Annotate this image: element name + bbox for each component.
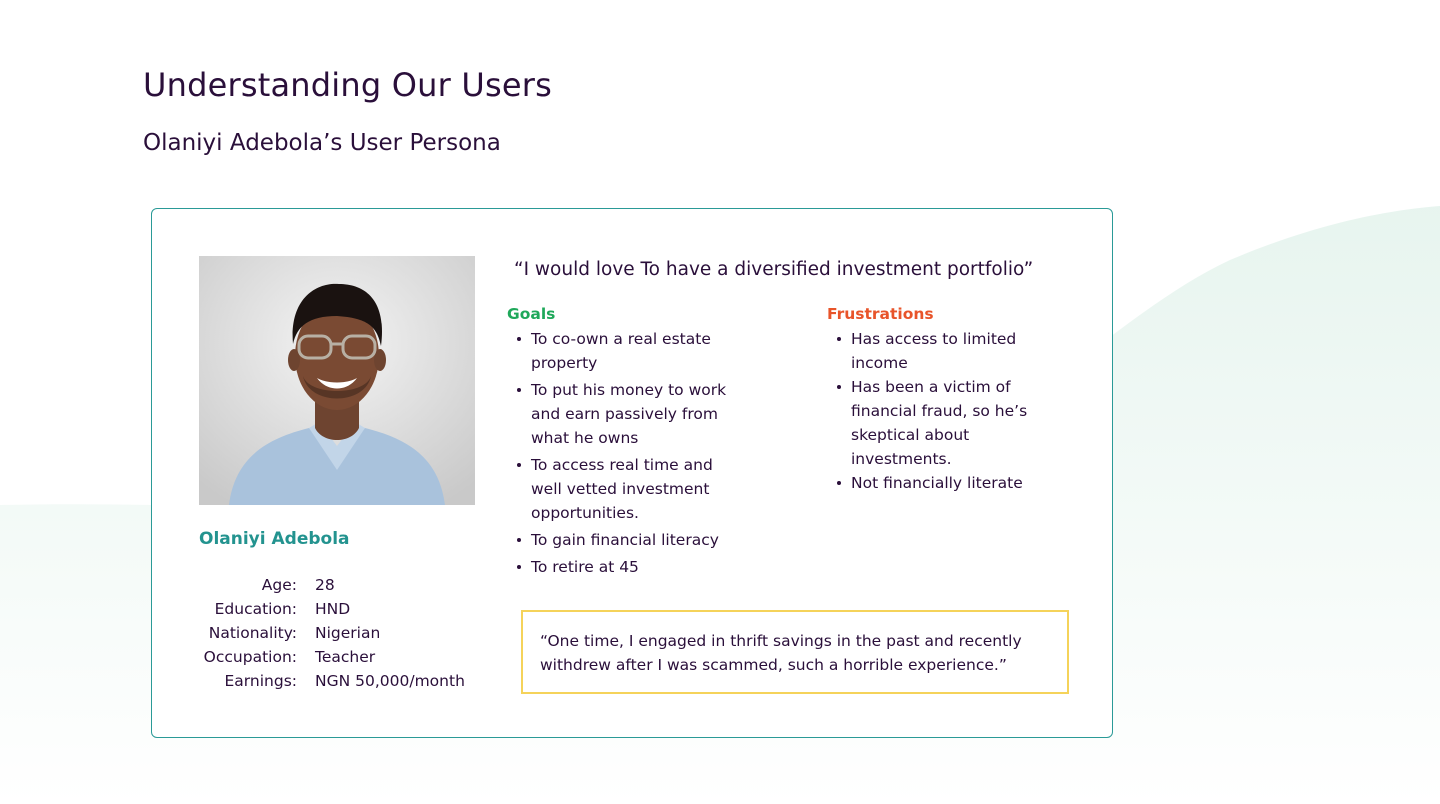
persona-details	[199, 573, 489, 693]
goal-item: To put his money to work and earn passively from what he owns	[514, 378, 744, 450]
detail-value: NGN 50,000/month	[315, 672, 465, 690]
detail-row-education	[199, 597, 489, 621]
detail-label: Nationality:	[208, 624, 297, 642]
detail-value: 28	[315, 576, 335, 594]
detail-row-age	[199, 573, 489, 597]
frustration-item: Not financially literate	[834, 471, 1034, 495]
testimonial-quote: “One time, I engaged in thrift savings in the past and recently withdrew after I was scammed, such a horrible experience.”	[521, 610, 1069, 694]
detail-value: Nigerian	[315, 624, 381, 642]
goal-item: To access real time and well vetted investment opportunities.	[514, 453, 744, 525]
goals-heading: Goals	[507, 305, 556, 323]
detail-row-nationality	[199, 621, 489, 645]
detail-value: HND	[315, 600, 351, 618]
goal-item: To retire at 45	[514, 555, 744, 579]
detail-row-earnings	[199, 669, 489, 693]
detail-value: Teacher	[315, 648, 376, 666]
headline-quote: “I would love To have a diversified investment portfolio”	[514, 259, 1034, 280]
detail-label: Earnings:	[224, 672, 297, 690]
persona-photo	[199, 256, 475, 505]
goal-item: To co-own a real estate property	[514, 327, 744, 375]
persona-card	[151, 208, 1113, 738]
detail-label: Education:	[214, 600, 297, 618]
goal-item: To gain financial literacy	[514, 528, 744, 552]
goals-list	[514, 327, 744, 582]
frustrations-heading: Frustrations	[827, 305, 934, 323]
frustration-item: Has been a victim of financial fraud, so he’s skeptical about investments.	[834, 375, 1034, 471]
page-title: Understanding Our Users	[143, 66, 552, 104]
detail-label: Age:	[261, 576, 297, 594]
frustrations-list	[834, 327, 1034, 495]
frustration-item: Has access to limited income	[834, 327, 1034, 375]
page-subtitle: Olaniyi Adebola’s User Persona	[143, 130, 501, 156]
detail-label: Occupation:	[203, 648, 297, 666]
persona-name: Olaniyi Adebola	[199, 529, 350, 549]
detail-row-occupation	[199, 645, 489, 669]
